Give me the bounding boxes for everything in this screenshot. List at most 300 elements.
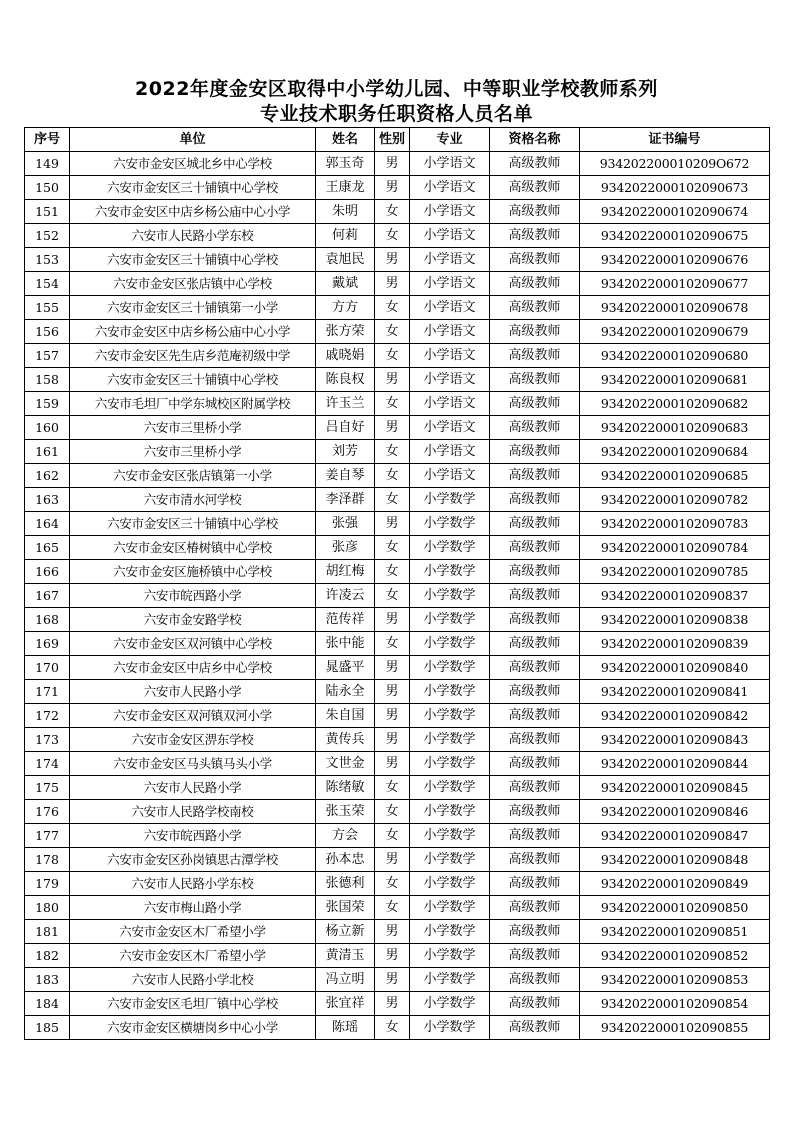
- cell-qualification: 高级教师: [490, 488, 580, 512]
- cell-certificate: 9342022000102090851: [580, 920, 770, 944]
- cell-gender: 男: [375, 704, 410, 728]
- cell-major: 小学语文: [410, 416, 490, 440]
- cell-unit: 六安市金安区三十铺镇中心学校: [70, 368, 316, 392]
- table-row: [25, 272, 770, 296]
- cell-gender: 女: [375, 560, 410, 584]
- cell-name: 吕自好: [316, 416, 375, 440]
- cell-gender: 男: [375, 416, 410, 440]
- cell-certificate: 9342022000102090855: [580, 1016, 770, 1040]
- table-row: [25, 320, 770, 344]
- table-body: [25, 152, 770, 1040]
- cell-certificate: 9342022000102090678: [580, 296, 770, 320]
- cell-major: 小学数学: [410, 896, 490, 920]
- cell-gender: 男: [375, 176, 410, 200]
- header-name: 姓名: [316, 128, 375, 152]
- table-row: [25, 416, 770, 440]
- cell-name: 朱明: [316, 200, 375, 224]
- cell-major: 小学语文: [410, 296, 490, 320]
- table-row: [25, 848, 770, 872]
- cell-certificate: 9342022000102090675: [580, 224, 770, 248]
- cell-name: 张国荣: [316, 896, 375, 920]
- cell-name: 孙本忠: [316, 848, 375, 872]
- cell-major: 小学语文: [410, 176, 490, 200]
- cell-gender: 女: [375, 224, 410, 248]
- cell-certificate: 9342022000102090784: [580, 536, 770, 560]
- cell-index: 159: [25, 392, 70, 416]
- cell-index: 151: [25, 200, 70, 224]
- table-row: [25, 512, 770, 536]
- cell-name: 杨立新: [316, 920, 375, 944]
- cell-unit: 六安市梅山路小学: [70, 896, 316, 920]
- cell-gender: 女: [375, 464, 410, 488]
- cell-major: 小学语文: [410, 152, 490, 176]
- table-row: [25, 896, 770, 920]
- cell-name: 张玉荣: [316, 800, 375, 824]
- cell-unit: 六安市金安区中店乡杨公庙中心小学: [70, 200, 316, 224]
- cell-certificate: 9342022000102090846: [580, 800, 770, 824]
- cell-qualification: 高级教师: [490, 368, 580, 392]
- cell-gender: 男: [375, 968, 410, 992]
- header-gender: 性别: [375, 128, 410, 152]
- cell-major: 小学数学: [410, 1016, 490, 1040]
- cell-unit: 六安市金安区椿树镇中心学校: [70, 536, 316, 560]
- cell-qualification: 高级教师: [490, 200, 580, 224]
- cell-major: 小学语文: [410, 440, 490, 464]
- cell-qualification: 高级教师: [490, 872, 580, 896]
- cell-index: 164: [25, 512, 70, 536]
- cell-unit: 六安市金安区城北乡中心学校: [70, 152, 316, 176]
- cell-qualification: 高级教师: [490, 272, 580, 296]
- cell-unit: 六安市金安区木厂希望小学: [70, 920, 316, 944]
- cell-major: 小学数学: [410, 968, 490, 992]
- cell-qualification: 高级教师: [490, 680, 580, 704]
- cell-unit: 六安市金安区张店镇中心学校: [70, 272, 316, 296]
- cell-index: 161: [25, 440, 70, 464]
- table-row: [25, 200, 770, 224]
- cell-major: 小学数学: [410, 632, 490, 656]
- cell-qualification: 高级教师: [490, 752, 580, 776]
- cell-gender: 男: [375, 752, 410, 776]
- cell-index: 175: [25, 776, 70, 800]
- cell-major: 小学数学: [410, 824, 490, 848]
- cell-unit: 六安市人民路小学东校: [70, 872, 316, 896]
- cell-gender: 男: [375, 656, 410, 680]
- cell-name: 戴斌: [316, 272, 375, 296]
- cell-qualification: 高级教师: [490, 1016, 580, 1040]
- cell-major: 小学语文: [410, 248, 490, 272]
- table-row: [25, 680, 770, 704]
- cell-name: 张方荣: [316, 320, 375, 344]
- cell-certificate: 9342022000102090841: [580, 680, 770, 704]
- cell-qualification: 高级教师: [490, 464, 580, 488]
- cell-certificate: 9342022000102090783: [580, 512, 770, 536]
- cell-qualification: 高级教师: [490, 440, 580, 464]
- cell-unit: 六安市金安区横塘岗乡中心小学: [70, 1016, 316, 1040]
- table-row: [25, 344, 770, 368]
- cell-qualification: 高级教师: [490, 536, 580, 560]
- cell-major: 小学语文: [410, 272, 490, 296]
- cell-name: 晁盛平: [316, 656, 375, 680]
- cell-certificate: 9342022000102090674: [580, 200, 770, 224]
- cell-gender: 男: [375, 992, 410, 1016]
- cell-name: 方方: [316, 296, 375, 320]
- cell-major: 小学语文: [410, 224, 490, 248]
- cell-unit: 六安市金安区孙岗镇思古潭学校: [70, 848, 316, 872]
- table-row: [25, 968, 770, 992]
- cell-major: 小学语文: [410, 320, 490, 344]
- cell-qualification: 高级教师: [490, 320, 580, 344]
- cell-name: 黄清玉: [316, 944, 375, 968]
- cell-certificate: 934202200010209O672: [580, 152, 770, 176]
- cell-unit: 六安市金安区三十铺镇第一小学: [70, 296, 316, 320]
- cell-qualification: 高级教师: [490, 848, 580, 872]
- cell-index: 171: [25, 680, 70, 704]
- cell-index: 149: [25, 152, 70, 176]
- cell-qualification: 高级教师: [490, 296, 580, 320]
- table-row: [25, 584, 770, 608]
- cell-major: 小学数学: [410, 992, 490, 1016]
- cell-unit: 六安市人民路小学: [70, 680, 316, 704]
- cell-index: 178: [25, 848, 70, 872]
- cell-major: 小学数学: [410, 560, 490, 584]
- table-row: [25, 488, 770, 512]
- cell-certificate: 9342022000102090685: [580, 464, 770, 488]
- cell-index: 162: [25, 464, 70, 488]
- cell-name: 张宜祥: [316, 992, 375, 1016]
- cell-gender: 女: [375, 632, 410, 656]
- table-row: [25, 464, 770, 488]
- cell-qualification: 高级教师: [490, 344, 580, 368]
- table-row: [25, 224, 770, 248]
- table-row: [25, 944, 770, 968]
- cell-index: 155: [25, 296, 70, 320]
- cell-name: 冯立明: [316, 968, 375, 992]
- table-row: [25, 440, 770, 464]
- cell-gender: 女: [375, 584, 410, 608]
- cell-major: 小学数学: [410, 944, 490, 968]
- cell-qualification: 高级教师: [490, 584, 580, 608]
- cell-qualification: 高级教师: [490, 248, 580, 272]
- cell-qualification: 高级教师: [490, 512, 580, 536]
- cell-major: 小学语文: [410, 392, 490, 416]
- cell-gender: 男: [375, 608, 410, 632]
- cell-qualification: 高级教师: [490, 656, 580, 680]
- document-title-line2: 专业技术职务任职资格人员名单: [259, 103, 533, 125]
- cell-unit: 六安市金安区木厂希望小学: [70, 944, 316, 968]
- cell-qualification: 高级教师: [490, 992, 580, 1016]
- cell-certificate: 9342022000102090680: [580, 344, 770, 368]
- table-row: [25, 1016, 770, 1040]
- cell-name: 李泽群: [316, 488, 375, 512]
- cell-major: 小学数学: [410, 704, 490, 728]
- header-qualification: 资格名称: [490, 128, 580, 152]
- header-certificate: 证书编号: [580, 128, 770, 152]
- cell-gender: 男: [375, 368, 410, 392]
- cell-major: 小学语文: [410, 368, 490, 392]
- cell-unit: 六安市三里桥小学: [70, 440, 316, 464]
- cell-name: 胡红梅: [316, 560, 375, 584]
- cell-index: 173: [25, 728, 70, 752]
- cell-index: 174: [25, 752, 70, 776]
- cell-name: 张德利: [316, 872, 375, 896]
- cell-index: 154: [25, 272, 70, 296]
- cell-index: 167: [25, 584, 70, 608]
- cell-gender: 男: [375, 920, 410, 944]
- cell-gender: 男: [375, 152, 410, 176]
- cell-gender: 男: [375, 680, 410, 704]
- cell-gender: 女: [375, 872, 410, 896]
- cell-qualification: 高级教师: [490, 608, 580, 632]
- cell-index: 179: [25, 872, 70, 896]
- table-row: [25, 176, 770, 200]
- cell-name: 陆永全: [316, 680, 375, 704]
- cell-major: 小学数学: [410, 584, 490, 608]
- cell-qualification: 高级教师: [490, 920, 580, 944]
- cell-index: 156: [25, 320, 70, 344]
- cell-unit: 六安市金安区马头镇马头小学: [70, 752, 316, 776]
- cell-gender: 女: [375, 320, 410, 344]
- cell-major: 小学数学: [410, 536, 490, 560]
- cell-qualification: 高级教师: [490, 224, 580, 248]
- cell-name: 方会: [316, 824, 375, 848]
- cell-major: 小学数学: [410, 656, 490, 680]
- cell-index: 158: [25, 368, 70, 392]
- cell-qualification: 高级教师: [490, 704, 580, 728]
- cell-unit: 六安市金安区双河镇中心学校: [70, 632, 316, 656]
- cell-gender: 女: [375, 824, 410, 848]
- cell-name: 刘芳: [316, 440, 375, 464]
- cell-major: 小学数学: [410, 800, 490, 824]
- table-row: [25, 536, 770, 560]
- cell-certificate: 9342022000102090682: [580, 392, 770, 416]
- cell-gender: 女: [375, 536, 410, 560]
- cell-name: 王康龙: [316, 176, 375, 200]
- cell-qualification: 高级教师: [490, 152, 580, 176]
- cell-qualification: 高级教师: [490, 896, 580, 920]
- cell-gender: 男: [375, 728, 410, 752]
- cell-name: 朱自国: [316, 704, 375, 728]
- table-row: [25, 368, 770, 392]
- cell-qualification: 高级教师: [490, 632, 580, 656]
- cell-qualification: 高级教师: [490, 944, 580, 968]
- cell-certificate: 9342022000102090854: [580, 992, 770, 1016]
- cell-unit: 六安市金安区中店乡杨公庙中心小学: [70, 320, 316, 344]
- cell-name: 何莉: [316, 224, 375, 248]
- cell-unit: 六安市人民路学校南校: [70, 800, 316, 824]
- cell-certificate: 9342022000102090843: [580, 728, 770, 752]
- cell-certificate: 9342022000102090681: [580, 368, 770, 392]
- table-row: [25, 560, 770, 584]
- table-row: [25, 656, 770, 680]
- table-row: [25, 152, 770, 176]
- cell-certificate: 9342022000102090845: [580, 776, 770, 800]
- cell-index: 160: [25, 416, 70, 440]
- cell-certificate: 9342022000102090842: [580, 704, 770, 728]
- table-row: [25, 728, 770, 752]
- cell-name: 许玉兰: [316, 392, 375, 416]
- cell-qualification: 高级教师: [490, 560, 580, 584]
- cell-index: 150: [25, 176, 70, 200]
- cell-gender: 女: [375, 488, 410, 512]
- cell-qualification: 高级教师: [490, 176, 580, 200]
- cell-index: 157: [25, 344, 70, 368]
- cell-index: 166: [25, 560, 70, 584]
- table-row: [25, 824, 770, 848]
- cell-gender: 女: [375, 200, 410, 224]
- cell-unit: 六安市金安区中店乡中心学校: [70, 656, 316, 680]
- cell-name: 袁旭民: [316, 248, 375, 272]
- cell-unit: 六安市金安区淠东学校: [70, 728, 316, 752]
- cell-index: 172: [25, 704, 70, 728]
- cell-certificate: 9342022000102090683: [580, 416, 770, 440]
- personnel-table: [24, 127, 770, 1040]
- cell-gender: 女: [375, 296, 410, 320]
- cell-index: 185: [25, 1016, 70, 1040]
- cell-unit: 六安市人民路小学北校: [70, 968, 316, 992]
- cell-gender: 女: [375, 1016, 410, 1040]
- cell-certificate: 9342022000102090676: [580, 248, 770, 272]
- table-row: [25, 920, 770, 944]
- cell-name: 黄传兵: [316, 728, 375, 752]
- cell-certificate: 9342022000102090679: [580, 320, 770, 344]
- cell-certificate: 9342022000102090849: [580, 872, 770, 896]
- cell-name: 张中能: [316, 632, 375, 656]
- cell-name: 张强: [316, 512, 375, 536]
- cell-unit: 六安市金安区双河镇双河小学: [70, 704, 316, 728]
- cell-qualification: 高级教师: [490, 824, 580, 848]
- cell-index: 153: [25, 248, 70, 272]
- cell-certificate: 9342022000102090839: [580, 632, 770, 656]
- cell-gender: 男: [375, 512, 410, 536]
- cell-unit: 六安市金安区先生店乡范庵初级中学: [70, 344, 316, 368]
- cell-certificate: 9342022000102090782: [580, 488, 770, 512]
- cell-certificate: 9342022000102090847: [580, 824, 770, 848]
- cell-unit: 六安市金安区三十铺镇中心学校: [70, 512, 316, 536]
- cell-index: 170: [25, 656, 70, 680]
- table-row: [25, 248, 770, 272]
- cell-unit: 六安市人民路小学东校: [70, 224, 316, 248]
- cell-major: 小学语文: [410, 200, 490, 224]
- cell-certificate: 9342022000102090684: [580, 440, 770, 464]
- cell-certificate: 9342022000102090837: [580, 584, 770, 608]
- cell-major: 小学数学: [410, 752, 490, 776]
- cell-index: 168: [25, 608, 70, 632]
- cell-gender: 女: [375, 344, 410, 368]
- cell-unit: 六安市三里桥小学: [70, 416, 316, 440]
- cell-unit: 六安市清水河学校: [70, 488, 316, 512]
- table-row: [25, 752, 770, 776]
- cell-major: 小学数学: [410, 848, 490, 872]
- cell-qualification: 高级教师: [490, 800, 580, 824]
- cell-unit: 六安市金安区张店镇第一小学: [70, 464, 316, 488]
- table-row: [25, 392, 770, 416]
- cell-certificate: 9342022000102090677: [580, 272, 770, 296]
- cell-gender: 男: [375, 848, 410, 872]
- cell-certificate: 9342022000102090850: [580, 896, 770, 920]
- cell-qualification: 高级教师: [490, 968, 580, 992]
- cell-certificate: 9342022000102090848: [580, 848, 770, 872]
- table-row: [25, 704, 770, 728]
- cell-index: 180: [25, 896, 70, 920]
- cell-certificate: 9342022000102090852: [580, 944, 770, 968]
- cell-major: 小学数学: [410, 728, 490, 752]
- cell-index: 165: [25, 536, 70, 560]
- cell-name: 张彦: [316, 536, 375, 560]
- table-row: [25, 800, 770, 824]
- cell-name: 文世金: [316, 752, 375, 776]
- cell-major: 小学语文: [410, 464, 490, 488]
- table-row: [25, 992, 770, 1016]
- cell-gender: 女: [375, 896, 410, 920]
- cell-major: 小学数学: [410, 512, 490, 536]
- table-row: [25, 872, 770, 896]
- cell-gender: 男: [375, 248, 410, 272]
- cell-unit: 六安市金安区施桥镇中心学校: [70, 560, 316, 584]
- cell-name: 戚晓娟: [316, 344, 375, 368]
- header-row: [25, 128, 770, 152]
- cell-qualification: 高级教师: [490, 728, 580, 752]
- cell-major: 小学数学: [410, 776, 490, 800]
- cell-name: 陈良权: [316, 368, 375, 392]
- cell-gender: 女: [375, 440, 410, 464]
- cell-index: 182: [25, 944, 70, 968]
- cell-certificate: 9342022000102090844: [580, 752, 770, 776]
- cell-major: 小学数学: [410, 488, 490, 512]
- cell-unit: 六安市金安区毛坦厂镇中心学校: [70, 992, 316, 1016]
- cell-certificate: 9342022000102090838: [580, 608, 770, 632]
- cell-unit: 六安市金安区三十铺镇中心学校: [70, 176, 316, 200]
- cell-major: 小学数学: [410, 680, 490, 704]
- cell-certificate: 9342022000102090673: [580, 176, 770, 200]
- cell-major: 小学数学: [410, 920, 490, 944]
- cell-unit: 六安市皖西路小学: [70, 824, 316, 848]
- cell-name: 姜自琴: [316, 464, 375, 488]
- cell-major: 小学数学: [410, 608, 490, 632]
- cell-name: 陈瑶: [316, 1016, 375, 1040]
- cell-gender: 男: [375, 944, 410, 968]
- cell-index: 163: [25, 488, 70, 512]
- header-major: 专业: [410, 128, 490, 152]
- cell-qualification: 高级教师: [490, 416, 580, 440]
- cell-qualification: 高级教师: [490, 776, 580, 800]
- cell-name: 范传祥: [316, 608, 375, 632]
- cell-gender: 女: [375, 800, 410, 824]
- cell-unit: 六安市金安路学校: [70, 608, 316, 632]
- cell-index: 177: [25, 824, 70, 848]
- cell-unit: 六安市人民路小学: [70, 776, 316, 800]
- cell-index: 183: [25, 968, 70, 992]
- cell-gender: 男: [375, 272, 410, 296]
- header-index: 序号: [25, 128, 70, 152]
- cell-unit: 六安市皖西路小学: [70, 584, 316, 608]
- cell-qualification: 高级教师: [490, 392, 580, 416]
- cell-index: 176: [25, 800, 70, 824]
- table-row: [25, 776, 770, 800]
- document-title-line1: 2022年度金安区取得中小学幼儿园、中等职业学校教师系列: [135, 78, 658, 100]
- cell-name: 许凌云: [316, 584, 375, 608]
- cell-certificate: 9342022000102090785: [580, 560, 770, 584]
- table-row: [25, 608, 770, 632]
- cell-gender: 女: [375, 392, 410, 416]
- cell-name: 陈绪敏: [316, 776, 375, 800]
- cell-unit: 六安市金安区三十铺镇中心学校: [70, 248, 316, 272]
- cell-major: 小学语文: [410, 344, 490, 368]
- cell-unit: 六安市毛坦厂中学东城校区附属学校: [70, 392, 316, 416]
- cell-index: 169: [25, 632, 70, 656]
- cell-index: 184: [25, 992, 70, 1016]
- header-unit: 单位: [70, 128, 316, 152]
- cell-certificate: 9342022000102090853: [580, 968, 770, 992]
